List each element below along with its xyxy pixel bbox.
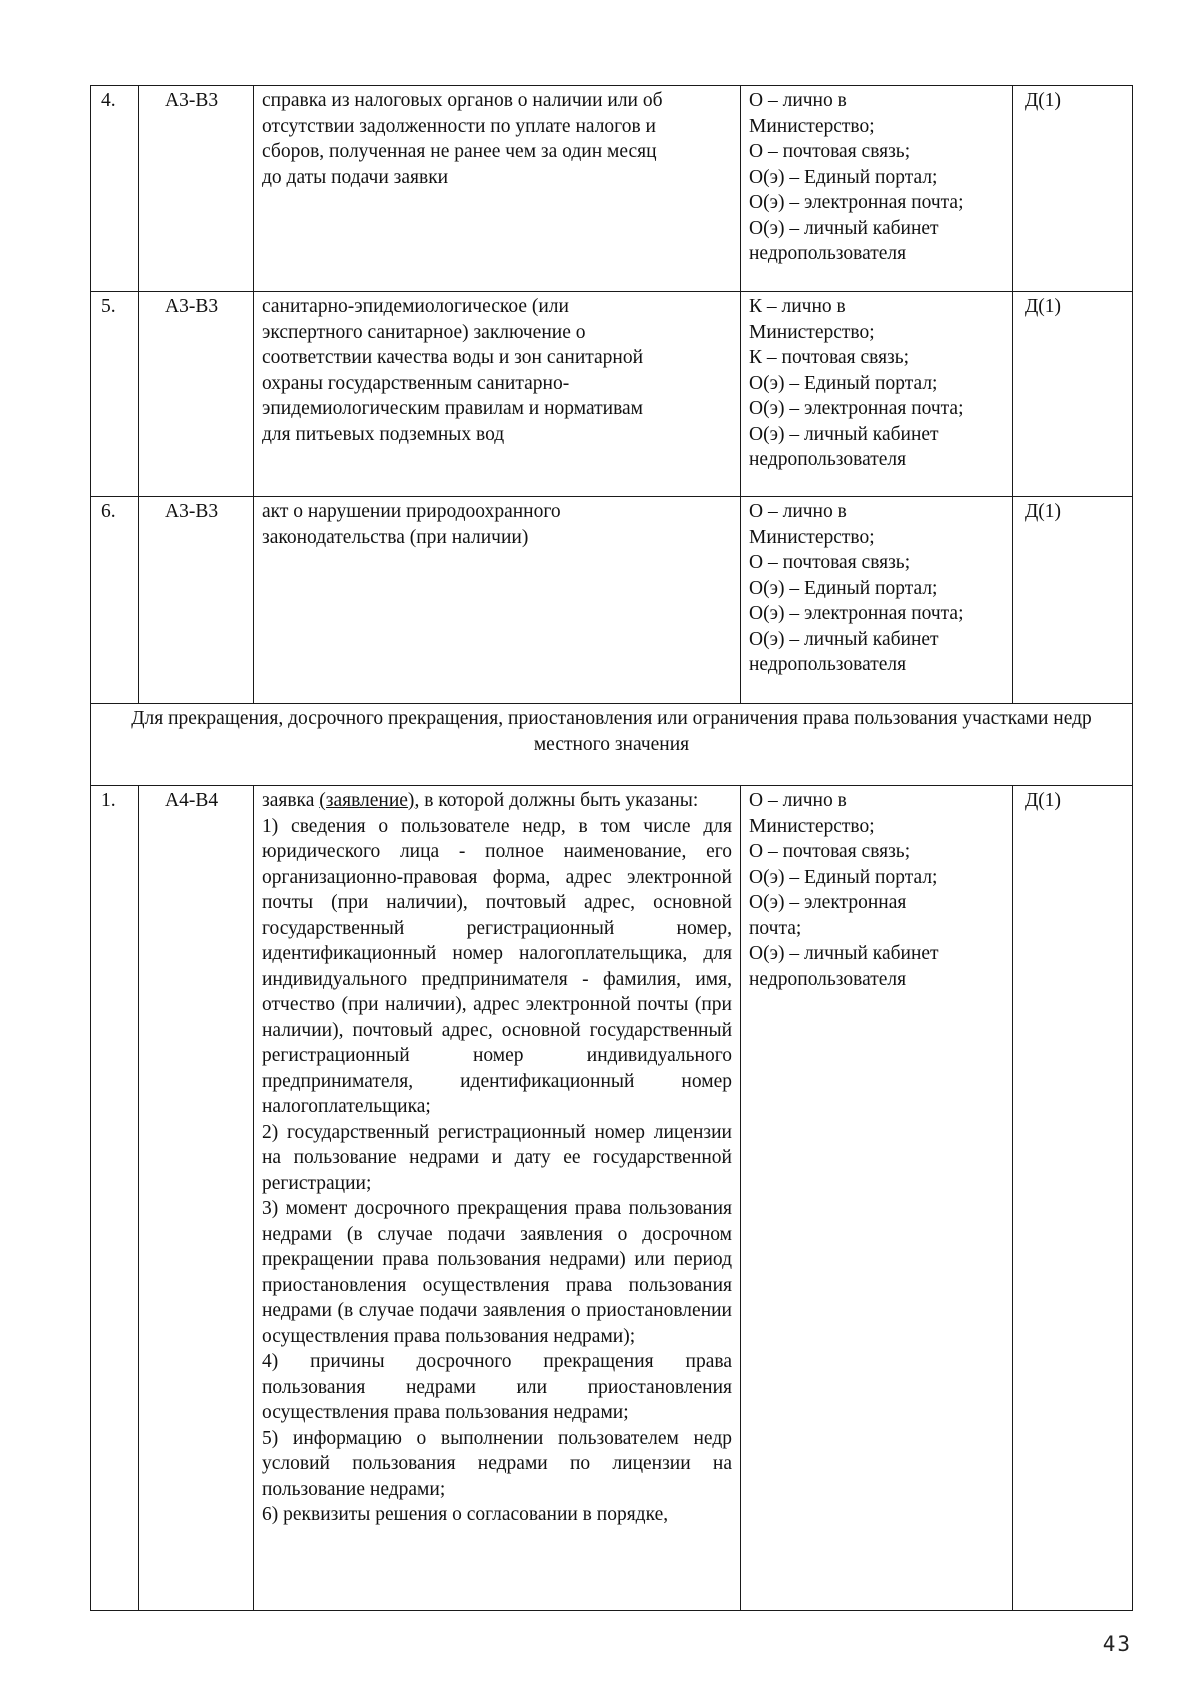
row-number: 4. xyxy=(91,86,139,292)
intro-underlined: (заявление) xyxy=(319,790,415,811)
table-row xyxy=(91,786,1133,1611)
page-number: 43 xyxy=(1102,1632,1132,1656)
documents-table xyxy=(90,85,1133,1611)
intro-text: заявка xyxy=(262,790,315,811)
intro-rest: , в которой должны быть указаны: xyxy=(414,790,699,811)
submission-methods: К – лично в Министерство; К – почтовая связь; О(э) – Единый портал; О(э) – электронная почта; О(э) – личный кабинет недропользователя xyxy=(741,292,1013,497)
row-number: 6. xyxy=(91,497,139,704)
table-row xyxy=(91,292,1133,497)
document-description: санитарно-эпидемиологическое (или экспертного санитарное) заключение о соответствии качества воды и зон санитарной охраны государственным санитарно- эпидемиологическим правилам и нормативам для питьевых подземных вод xyxy=(254,292,741,497)
submission-methods: О – лично в Министерство; О – почтовая связь; О(э) – Единый портал; О(э) – электронная почта; О(э) – личный кабинет недропользователя xyxy=(741,86,1013,292)
row-code: А3-В3 xyxy=(139,497,254,704)
document-form: Д(1) xyxy=(1013,292,1133,497)
row-number: 1. xyxy=(91,786,139,1611)
document-item: 3) момент досрочного прекращения права пользования недрами (в случае подачи заявления о досрочном прекращении права пользования недрами) или период приостановления осуществления права пользования недрами (в случае подачи заявления о приостановлении осуществления права пользования недрами); xyxy=(262,1198,732,1347)
document-form: Д(1) xyxy=(1013,86,1133,292)
document-description xyxy=(254,786,741,1611)
row-code: А3-В3 xyxy=(139,292,254,497)
document-item: 2) государственный регистрационный номер лицензии на пользование недрами и дату ее государственной регистрации; xyxy=(262,1121,732,1194)
document-intro xyxy=(262,788,732,814)
document-description: справка из налоговых органов о наличии или об отсутствии задолженности по уплате налогов и сборов, полученная не ранее чем за один месяц до даты подачи заявки xyxy=(254,86,741,292)
document-form: Д(1) xyxy=(1013,497,1133,704)
document-description: акт о нарушении природоохранного законодательства (при наличии) xyxy=(254,497,741,704)
document-item: 1) сведения о пользователе недр, в том числе для юридического лица - полное наименование, его организационно-правовая форма, адрес электронной почты (при наличии), почтовый адрес, основной государственный регистрационный номер, идентификационный номер налогоплательщика, для индивидуального предпринимателя - фамилия, имя, отчество (при наличии), адрес электронной почты (при наличии), почтовый адрес, основной государственный регистрационный номер индивидуального предпринимателя, идентификационный номер налогоплательщика; xyxy=(262,815,732,1117)
document-form: Д(1) xyxy=(1013,786,1133,1611)
table-row xyxy=(91,497,1133,704)
submission-methods: О – лично в Министерство; О – почтовая связь; О(э) – Единый портал; О(э) – электронная почта; О(э) – личный кабинет недропользователя xyxy=(741,786,1013,1611)
row-number: 5. xyxy=(91,292,139,497)
document-item: 6) реквизиты решения о согласовании в порядке, xyxy=(262,1504,669,1525)
section-heading-row xyxy=(91,704,1133,786)
row-code: А3-В3 xyxy=(139,86,254,292)
row-code: А4-В4 xyxy=(139,786,254,1611)
table-row xyxy=(91,86,1133,292)
document-item: 5) информацию о выполнении пользователем недр условий пользования недрами по лицензии на пользование недрами; xyxy=(262,1427,732,1500)
submission-methods: О – лично в Министерство; О – почтовая связь; О(э) – Единый портал; О(э) – электронная почта; О(э) – личный кабинет недропользователя xyxy=(741,497,1013,704)
document-item: 4) причины досрочного прекращения права пользования недрами или приостановления осуществления права пользования недрами; xyxy=(262,1351,732,1423)
section-heading: Для прекращения, досрочного прекращения, приостановления или ограничения права пользования участками недр местного значения xyxy=(91,704,1133,786)
